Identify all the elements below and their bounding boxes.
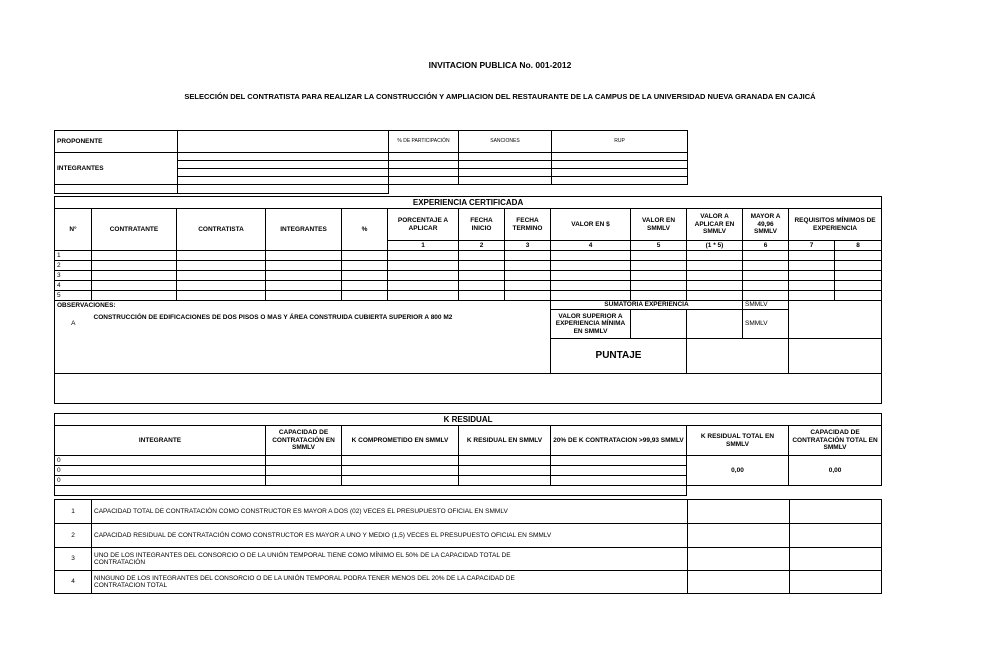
sanciones-header: SANCIONES (459, 131, 552, 153)
kresidual-section-title: K RESIDUAL (55, 414, 882, 426)
cell[interactable] (177, 251, 266, 261)
integrante-value: 0 (55, 456, 266, 466)
cell[interactable] (459, 281, 505, 291)
col-integrante: INTEGRANTE (55, 426, 266, 456)
col-n: N° (55, 209, 92, 251)
sumatoria-label: SUMATORIA EXPERIENCIA (551, 301, 743, 310)
puntaje-label: PUNTAJE (551, 339, 687, 374)
proponent-table (54, 130, 688, 194)
cell[interactable] (687, 291, 743, 301)
valor-superior-value2[interactable] (687, 310, 743, 339)
cell[interactable] (266, 251, 342, 261)
experiencia-section-title: EXPERIENCIA CERTIFICADA (55, 197, 882, 209)
obs-letter: A (55, 310, 92, 339)
cell[interactable] (631, 261, 687, 271)
criterio-row (55, 524, 882, 548)
cell[interactable] (505, 271, 551, 281)
cell[interactable] (342, 271, 388, 281)
sumatoria-extra (789, 301, 882, 339)
cell[interactable] (687, 251, 743, 261)
capacidad-total-value: 0,00 (789, 456, 882, 486)
cell[interactable] (459, 456, 551, 466)
cell[interactable] (505, 261, 551, 271)
cell[interactable] (342, 251, 388, 261)
col-k-comprometido: K COMPROMETIDO EN SMMLV (342, 426, 459, 456)
experiencia-table (54, 196, 882, 404)
cell[interactable] (551, 466, 687, 476)
row-number: 3 (55, 271, 92, 281)
criterio-row (55, 571, 882, 594)
cell[interactable] (459, 261, 505, 271)
row-number: 4 (55, 281, 92, 291)
col-valor-aplicar: VALOR A APLICAR EN SMMLV (687, 209, 743, 241)
cell[interactable] (266, 261, 342, 271)
cell[interactable] (835, 281, 882, 291)
valor-superior-unit: SMMLV (743, 310, 789, 339)
criterio-value[interactable] (790, 571, 882, 594)
proponente-field[interactable] (178, 131, 389, 153)
cell[interactable] (687, 271, 743, 281)
rup-field[interactable] (552, 161, 688, 169)
cell[interactable] (266, 466, 342, 476)
criterio-number: 2 (55, 524, 92, 548)
cell[interactable] (177, 271, 266, 281)
col-pct: % (342, 209, 388, 251)
cell[interactable] (266, 476, 342, 486)
participacion-header: % DE PARTICIPACIÓN (389, 131, 459, 153)
cell[interactable] (631, 271, 687, 281)
col-number: 4 (551, 241, 631, 251)
col-number: 2 (459, 241, 505, 251)
participacion-field[interactable] (389, 161, 459, 169)
cell[interactable] (551, 291, 631, 301)
criterio-value[interactable] (790, 500, 882, 524)
cell[interactable] (743, 291, 789, 301)
obs-body (55, 339, 551, 374)
col-k-total: K RESIDUAL TOTAL EN SMMLV (687, 426, 789, 456)
cell[interactable] (835, 261, 882, 271)
cell[interactable] (342, 261, 388, 271)
cell[interactable] (551, 271, 631, 281)
cell[interactable] (388, 261, 459, 271)
integrante-field[interactable] (178, 161, 389, 169)
participacion-field[interactable] (389, 169, 459, 177)
integrante-field[interactable] (178, 177, 389, 185)
criterio-text-inner: UNO DE LOS INTEGRANTES DEL CONSORCIO O DE LA UNIÓN TEMPORAL TIENE COMO MÍNIMO EL 50% DE LA CAPACIDAD TOTAL DE CONTRATACIÓN (94, 551, 511, 566)
cell[interactable] (92, 281, 177, 291)
integrante-field[interactable] (178, 153, 389, 161)
cell[interactable] (789, 261, 835, 271)
col-requisitos: REQUISITOS MÍNIMOS DE EXPERIENCIA (789, 209, 882, 241)
cell[interactable] (551, 476, 687, 486)
col-number: 3 (505, 241, 551, 251)
col-number: 5 (631, 241, 687, 251)
integrantes-label: INTEGRANTES (55, 153, 178, 185)
criterio-number: 3 (55, 548, 92, 571)
cell[interactable] (743, 281, 789, 291)
col-integrantes: INTEGRANTES (266, 209, 342, 251)
cell[interactable] (266, 291, 342, 301)
cell[interactable] (505, 251, 551, 261)
col-fecha-inicio: FECHA INICIO (459, 209, 505, 241)
col-number: 8 (835, 241, 882, 251)
table-row (55, 271, 882, 281)
cell[interactable] (342, 456, 459, 466)
cell[interactable] (631, 291, 687, 301)
row-number: 1 (55, 251, 92, 261)
cell[interactable] (177, 281, 266, 291)
col-fecha-termino: FECHA TERMINO (505, 209, 551, 241)
k-total-value: 0,00 (687, 456, 789, 486)
criterio-value[interactable] (790, 548, 882, 571)
cell[interactable] (551, 251, 631, 261)
table-row (55, 251, 882, 261)
cell[interactable] (631, 281, 687, 291)
cell[interactable] (459, 271, 505, 281)
cell[interactable] (835, 251, 882, 261)
cell[interactable] (551, 281, 631, 291)
cell[interactable] (266, 456, 342, 466)
cell[interactable] (551, 261, 631, 271)
col-contratista: CONTRATISTA (177, 209, 266, 251)
cell[interactable] (835, 291, 882, 301)
integrante-value: 0 (55, 476, 266, 486)
criterio-value[interactable] (688, 571, 790, 594)
cell[interactable] (743, 261, 789, 271)
cell[interactable] (388, 251, 459, 261)
cell[interactable] (177, 291, 266, 301)
cell[interactable] (505, 291, 551, 301)
cell[interactable] (743, 251, 789, 261)
cell[interactable] (789, 271, 835, 281)
cell[interactable] (342, 281, 388, 291)
cell[interactable] (459, 466, 551, 476)
valor-superior-label: VALOR SUPERIOR A EXPERIENCIA MÍNIMA EN SMMLV (551, 310, 631, 339)
rup-field[interactable] (552, 169, 688, 177)
criterio-text: CAPACIDAD RESIDUAL DE CONTRATACIÓN COMO CONSTRUCTOR ES MAYOR A UNO Y MEDIO (1,5) VECES EL PRESUPUESTO OFICIAL EN SMMLV (92, 524, 688, 548)
col-k-residual: K RESIDUAL EN SMMLV (459, 426, 551, 456)
proponente-label: PROPONENTE (55, 131, 178, 153)
sanciones-field[interactable] (459, 177, 552, 185)
cell[interactable] (92, 261, 177, 271)
cell[interactable] (687, 261, 743, 271)
criterio-value[interactable] (688, 500, 790, 524)
cell[interactable] (388, 271, 459, 281)
col-capacidad-total: CAPACIDAD DE CONTRATACIÓN TOTAL EN SMMLV (789, 426, 882, 456)
cell[interactable] (459, 476, 551, 486)
valor-superior-value[interactable] (631, 310, 687, 339)
cell[interactable] (835, 271, 882, 281)
col-contratante: CONTRATANTE (92, 209, 177, 251)
criterio-value[interactable] (688, 524, 790, 548)
cell[interactable] (342, 466, 459, 476)
criterio-number: 1 (55, 500, 92, 524)
col-number: 6 (743, 241, 789, 251)
sanciones-field[interactable] (459, 169, 552, 177)
cell[interactable] (266, 271, 342, 281)
cell[interactable] (789, 291, 835, 301)
table-row (55, 281, 882, 291)
cell[interactable] (388, 291, 459, 301)
cell[interactable] (687, 281, 743, 291)
integrante-value: 0 (55, 466, 266, 476)
criterios-table (54, 499, 882, 594)
blank-row (55, 374, 882, 404)
criterio-row (55, 500, 882, 524)
cell[interactable] (743, 271, 789, 281)
col-porcentaje: PORCENTAJE A APLICAR (388, 209, 459, 241)
cell[interactable] (177, 261, 266, 271)
document-title: INVITACION PUBLICA No. 001-2012 (428, 60, 572, 70)
sanciones-field[interactable] (459, 161, 552, 169)
col-valor-smmlv: VALOR EN SMMLV (631, 209, 687, 241)
obs-text: CONSTRUCCIÓN DE EDIFICACIONES DE DOS PISOS O MAS Y ÁREA CONSTRUIDA CUBIERTA SUPERIOR A 800 M2 (93, 313, 453, 321)
cell[interactable] (789, 251, 835, 261)
puntaje-value[interactable] (687, 339, 789, 374)
criterio-number: 4 (55, 571, 92, 594)
cell[interactable] (342, 476, 459, 486)
col-number: 7 (789, 241, 835, 251)
criterio-value[interactable] (688, 548, 790, 571)
table-row (55, 291, 882, 301)
col-mayor: MAYOR A 49,96 SMMLV (743, 209, 789, 241)
cell[interactable] (505, 281, 551, 291)
cell[interactable] (388, 281, 459, 291)
table-row (55, 456, 882, 466)
observaciones-label: OBSERVACIONES: (55, 301, 551, 310)
cell[interactable] (631, 251, 687, 261)
criterio-text (92, 571, 688, 594)
criterio-text-inner: NINGUNO DE LOS INTEGRANTES DEL CONSORCIO O DE LA UNIÓN TEMPORAL PODRA TENER MENOS DEL 20% DE LA CAPACIDAD DE CONTRATACION TOTAL (94, 574, 515, 589)
cell[interactable] (459, 251, 505, 261)
criterio-row (55, 548, 882, 571)
cell[interactable] (789, 281, 835, 291)
sumatoria-unit: SMMLV (743, 301, 789, 310)
table-row (55, 261, 882, 271)
participacion-field[interactable] (389, 153, 459, 161)
row-number: 2 (55, 261, 92, 271)
kresidual-table (54, 413, 882, 496)
document-subtitle: SELECCIÓN DEL CONTRATISTA PARA REALIZAR LA CONSTRUCCIÓN Y AMPLIACION DEL RESTAURANTE DE LA CAMPUS DE LA UNIVERSIDAD NUEVA GRANADA EN CAJICÁ (184, 92, 816, 101)
row-number: 5 (55, 291, 92, 301)
rup-header: RUP (552, 131, 688, 153)
cell[interactable] (551, 456, 687, 466)
integrante-field[interactable] (178, 169, 389, 177)
sanciones-field[interactable] (459, 153, 552, 161)
cell[interactable] (92, 251, 177, 261)
cell[interactable] (342, 291, 388, 301)
criterio-value[interactable] (790, 524, 882, 548)
col-capacidad: CAPACIDAD DE CONTRATACIÓN EN SMMLV (266, 426, 342, 456)
cell[interactable] (92, 291, 177, 301)
criterio-text (92, 548, 688, 571)
col-number: 1 (388, 241, 459, 251)
rup-field[interactable] (552, 177, 688, 185)
participacion-field[interactable] (389, 177, 459, 185)
criterio-text: CAPACIDAD TOTAL DE CONTRATACIÓN COMO CONSTRUCTOR ES MAYOR A DOS (02) VECES EL PRESUPUESTO OFICIAL EN SMMLV (92, 500, 688, 524)
cell[interactable] (266, 281, 342, 291)
col-veinte: 20% DE K CONTRATACION >99,93 SMMLV (551, 426, 687, 456)
puntaje-extra (789, 339, 882, 374)
cell[interactable] (459, 291, 505, 301)
cell[interactable] (92, 271, 177, 281)
col-valor-pesos: VALOR EN $ (551, 209, 631, 241)
col-number: (1 * 5) (687, 241, 743, 251)
rup-field[interactable] (552, 153, 688, 161)
